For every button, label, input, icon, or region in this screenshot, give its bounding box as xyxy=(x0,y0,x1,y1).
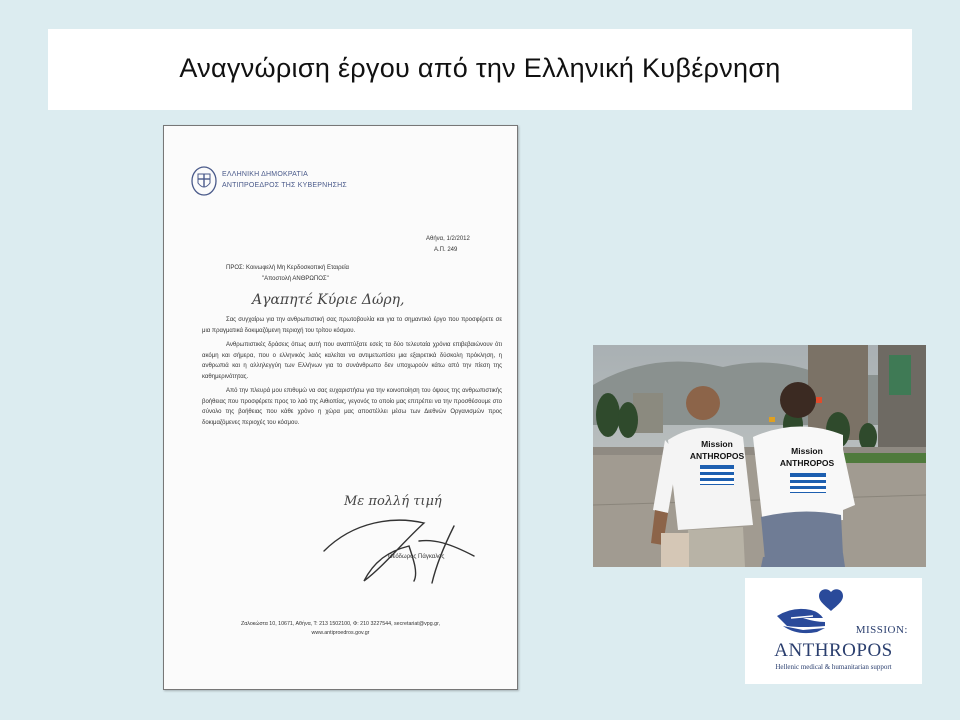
letter-to-line1: ΠΡΟΣ: Κοινωφελή Μη Κερδοσκοπική Εταιρεία xyxy=(226,265,350,271)
letter-paragraph: Ανθρωπιστικές δράσεις όπως αυτή που αναπτύξατε εσείς τα δύο τελευταία χρόνια επιβεβαιώνουν ότι ακόμη και σήμερα, που ο ελληνικός λαός καλείται να αντιμετωπίσει μια εξαιρετικά δύσκολη πρόκληση, η ανθρωπιά και η αλληλεγγύη των Ελλήνων για το συνάνθρωπο δεν υποχωρούν κάτω από την πίεση της καθημερινότητας. xyxy=(202,342,502,380)
mission-anthropos-logo xyxy=(745,578,922,684)
mission-volunteers-photo xyxy=(593,345,926,567)
letter-ref: Α.Π. 249 xyxy=(434,247,458,253)
government-letter xyxy=(163,125,518,690)
logo-line1: MISSION: xyxy=(855,624,908,636)
letter-paragraph: Από την πλευρά μου επιθυμώ να σας ευχαριστήσω για την κοινοποίηση του όψους της ανθρωπιστικής βοήθειας που προσφέρετε προς το λαό της Αιθιοπίας, γεγονός το οποίο μας επιτρέπει να την προσθέσουμε στο σύνολο της βοήθειας που κάθε χρόνο η χώρα μας αποστέλλει μέσω των Διεθνών Οργανισμών προς δοκιμαζόμενες περιοχές του κόσμου. xyxy=(202,388,502,426)
letter-to-line2: "Αποστολή ΑΝΘΡΩΠΟΣ" xyxy=(262,276,329,282)
letter-signatory: Θεόδωρος Πάγκαλος xyxy=(388,554,445,560)
shirt-text-line1: Mission xyxy=(701,439,733,449)
shirt-text-line1: Mission xyxy=(791,446,823,456)
greek-emblem-icon xyxy=(191,166,217,196)
letter-header-line1: ΕΛΛΗΝΙΚΗ ΔΗΜΟΚΡΑΤΙΑ xyxy=(222,171,309,178)
shirt-text-line2: ANTHROPOS xyxy=(689,451,745,461)
logo-line2: ANTHROPOS xyxy=(774,640,893,661)
hands-heart-icon xyxy=(773,588,853,640)
letter-header-line2: ΑΝΤΙΠΡΟΕΔΡΟΣ ΤΗΣ ΚΥΒΕΡΝΗΣΗΣ xyxy=(222,182,347,189)
letter-salutation: Αγαπητέ Κύριε Δώρη, xyxy=(252,292,405,308)
slide-title: Αναγνώριση έργου από την Ελληνική Κυβέρνηση xyxy=(179,53,781,83)
letter-date: Αθήνα, 1/2/2012 xyxy=(426,236,470,242)
signature-image xyxy=(314,511,484,586)
greek-flag-icon xyxy=(790,473,826,493)
letter-closing: Με πολλή τιμή xyxy=(344,494,442,509)
letter-paragraph: Σας συγχαίρω για την ανθρωπιστική σας πρωτοβουλία και για το σημαντικό έργο που προσφέρετε σε μια πραγματικά δοκιμαζόμενη περιοχή του τρίτου κόσμου. xyxy=(202,317,502,334)
letter-body xyxy=(202,315,502,432)
greek-flag-icon xyxy=(700,465,734,485)
letter-footer-line2: www.antiproedros.gov.gr xyxy=(311,630,370,636)
logo-tagline: Hellenic medical & humanitarian support xyxy=(775,663,892,671)
shirt-text-line2: ANTHROPOS xyxy=(779,458,835,468)
title-box xyxy=(48,29,912,110)
letter-footer-line1: Ζαλοκώστα 10, 10671, Αθήνα, Τ: 213 1502100, Φ: 210 3227544, secretariat@vpg.gr, xyxy=(240,621,441,627)
